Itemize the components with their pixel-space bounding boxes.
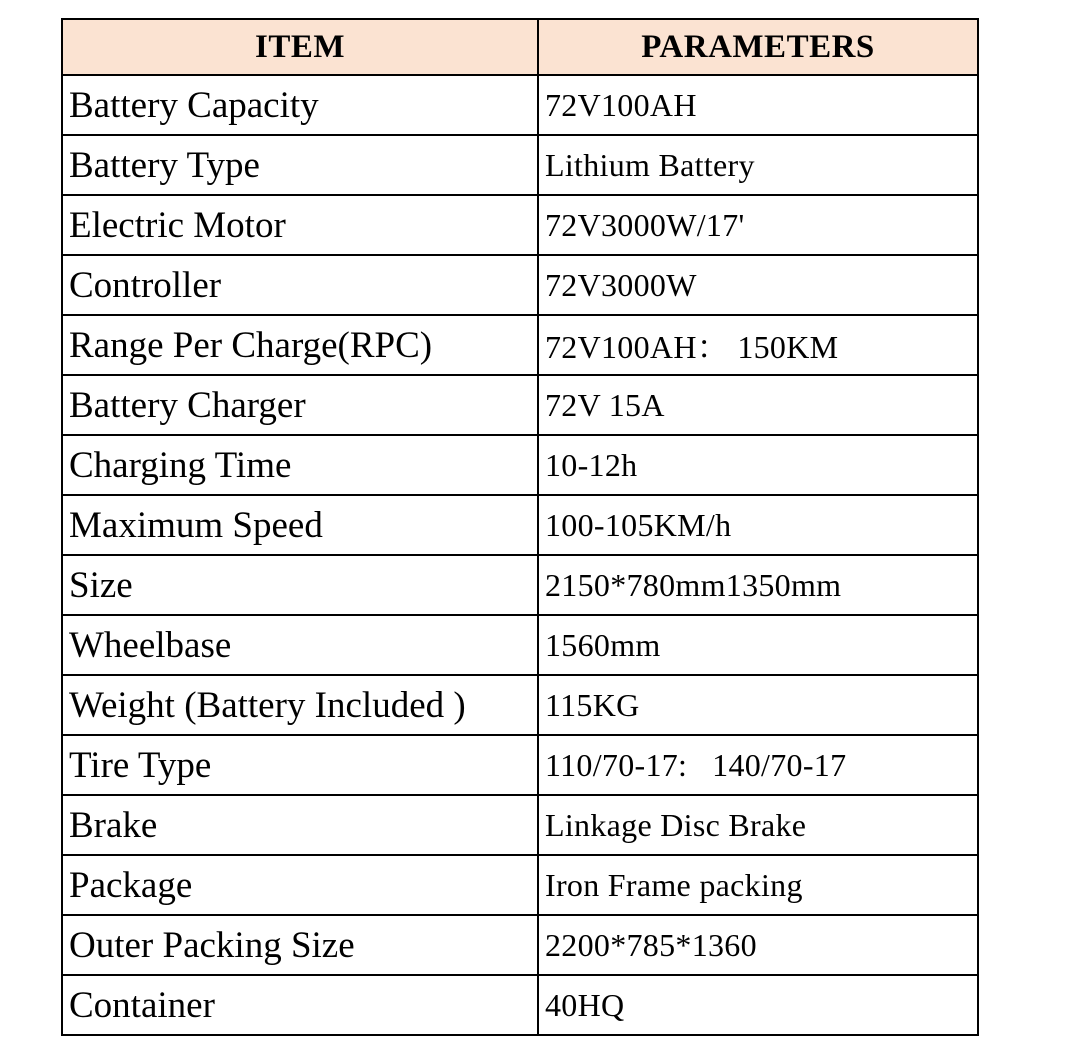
table-row <box>62 735 978 795</box>
table-row <box>62 975 978 1035</box>
row-value-wheelbase: 1560mm <box>538 615 978 675</box>
table-row <box>62 615 978 675</box>
table-row <box>62 255 978 315</box>
table-row <box>62 495 978 555</box>
row-value-charging-time: 10-12h <box>538 435 978 495</box>
table-row <box>62 315 978 375</box>
column-header-item: ITEM <box>62 19 538 75</box>
row-value-container: 40HQ <box>538 975 978 1035</box>
row-item-wheelbase: Wheelbase <box>62 615 538 675</box>
table-row <box>62 435 978 495</box>
row-item-tire-type: Tire Type <box>62 735 538 795</box>
table-row <box>62 675 978 735</box>
row-item-container: Container <box>62 975 538 1035</box>
row-value-electric-motor: 72V3000W/17' <box>538 195 978 255</box>
row-item-brake: Brake <box>62 795 538 855</box>
row-item-outer-packing-size: Outer Packing Size <box>62 915 538 975</box>
row-value-battery-capacity: 72V100AH <box>538 75 978 135</box>
row-item-controller: Controller <box>62 255 538 315</box>
row-item-battery-type: Battery Type <box>62 135 538 195</box>
row-item-electric-motor: Electric Motor <box>62 195 538 255</box>
row-value-range-per-charge: 72V100AH： 150KM <box>538 315 978 375</box>
table-row <box>62 855 978 915</box>
table-row <box>62 195 978 255</box>
table-row <box>62 135 978 195</box>
row-item-charging-time: Charging Time <box>62 435 538 495</box>
column-header-parameters: PARAMETERS <box>538 19 978 75</box>
table-row <box>62 555 978 615</box>
table-row <box>62 795 978 855</box>
row-value-battery-type: Lithium Battery <box>538 135 978 195</box>
table-row <box>62 915 978 975</box>
row-value-tire-type: 110/70-17: 140/70-17 <box>538 735 978 795</box>
table-row <box>62 375 978 435</box>
row-item-weight: Weight (Battery Included ) <box>62 675 538 735</box>
row-item-range-per-charge: Range Per Charge(RPC) <box>62 315 538 375</box>
row-value-brake: Linkage Disc Brake <box>538 795 978 855</box>
row-item-battery-charger: Battery Charger <box>62 375 538 435</box>
row-item-battery-capacity: Battery Capacity <box>62 75 538 135</box>
row-value-battery-charger: 72V 15A <box>538 375 978 435</box>
row-value-weight: 115KG <box>538 675 978 735</box>
row-value-outer-packing-size: 2200*785*1360 <box>538 915 978 975</box>
row-item-maximum-speed: Maximum Speed <box>62 495 538 555</box>
row-value-maximum-speed: 100-105KM/h <box>538 495 978 555</box>
row-value-size: 2150*780mm1350mm <box>538 555 978 615</box>
specifications-table <box>61 18 979 1036</box>
row-value-controller: 72V3000W <box>538 255 978 315</box>
table-row <box>62 75 978 135</box>
row-item-size: Size <box>62 555 538 615</box>
row-value-package: Iron Frame packing <box>538 855 978 915</box>
table-header-row <box>62 19 978 75</box>
row-item-package: Package <box>62 855 538 915</box>
